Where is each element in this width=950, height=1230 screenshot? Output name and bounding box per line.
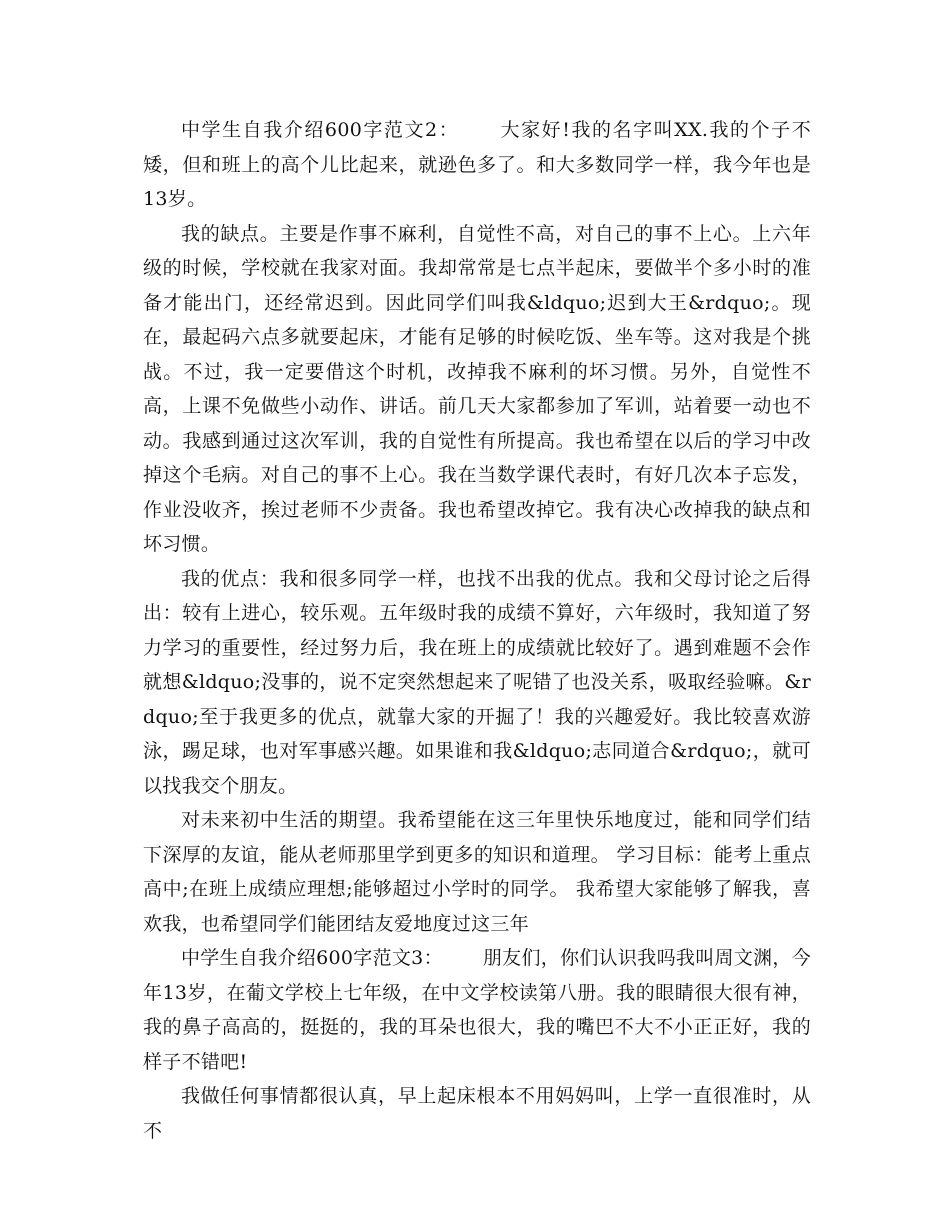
- paragraph-6: [143, 1079, 811, 1148]
- paragraph-text: 大家好!我的名字叫XX.我的个子不矮，但和班上的高个儿比起来，就逊色多了。和大多数同学一样，我今年也是13岁。: [143, 119, 811, 210]
- paragraph-4: [143, 803, 811, 941]
- paragraph-text: 我的缺点。主要是作事不麻利，自觉性不高，对自己的事不上心。上六年级的时候，学校就在我家对面。我却常常是七点半起床，要做半个多小时的准备才能出门，还经常迟到。因此同学们叫我&ldquo;迟到大王&rdquo;。现在，最起码六点多就要起床，才能有足够的时候吃饭、坐车等。这对我是个挑战。不过，我一定要借这个时机，改掉我不麻利的坏习惯。另外，自觉性不高，上课不免做些小动作、讲话。前几天大家都参加了军训，站着要一动也不动。我感到通过这次军训，我的自觉性有所提高。我也希望在以后的学习中改掉这个毛病。对自己的事不上心。我在当数学课代表时，有好几次本子忘发，作业没收齐，挨过老师不少责备。我也希望改掉它。我有决心改掉我的缺点和坏习惯。: [143, 222, 811, 555]
- paragraph-text: 我的优点：我和很多同学一样，也找不出我的优点。我和父母讨论之后得出：较有上进心，较乐观。五年级时我的成绩不算好，六年级时，我知道了努力学习的重要性，经过努力后，我在班上的成绩就比较好了。遇到难题不会作就想&ldquo;没事的，说不定突然想起来了呢错了也没关系，吸取经验嘛。&rdquo;至于我更多的优点，就靠大家的开掘了！我的兴趣爱好。我比较喜欢游泳，踢足球，也对军事感兴趣。如果谁和我&ldquo;志同道合&rdquo;，就可以找我交个朋友。: [143, 567, 811, 797]
- paragraph-text: 对未来初中生活的期望。我希望能在这三年里快乐地度过，能和同学们结下深厚的友谊，能从老师那里学到更多的知识和道理。 学习目标：能考上重点高中;在班上成绩应理想;能够超过小学时的同学。 我希望大家能够了解我，喜欢我，也希望同学们能团结友爱地度过这三年: [143, 809, 811, 935]
- paragraph-5: [143, 941, 811, 1079]
- section-heading: 中学生自我介绍600字范文3：: [181, 947, 443, 969]
- paragraph-1: [143, 113, 811, 217]
- paragraph-3: [143, 562, 811, 804]
- section-heading: 中学生自我介绍600字范文2：: [181, 119, 460, 141]
- paragraph-2: [143, 217, 811, 562]
- paragraph-text: 朋友们，你们认识我吗我叫周文渊，今年13岁，在葡文学校上七年级，在中文学校读第八册。我的眼睛很大很有神，我的鼻子高高的，挺挺的，我的耳朵也很大，我的嘴巴不大不小正正好，我的样子不错吧!: [143, 947, 811, 1073]
- document-body: [143, 113, 811, 1148]
- paragraph-text: 我做任何事情都很认真，早上起床根本不用妈妈叫，上学一直很准时，从不: [143, 1085, 811, 1142]
